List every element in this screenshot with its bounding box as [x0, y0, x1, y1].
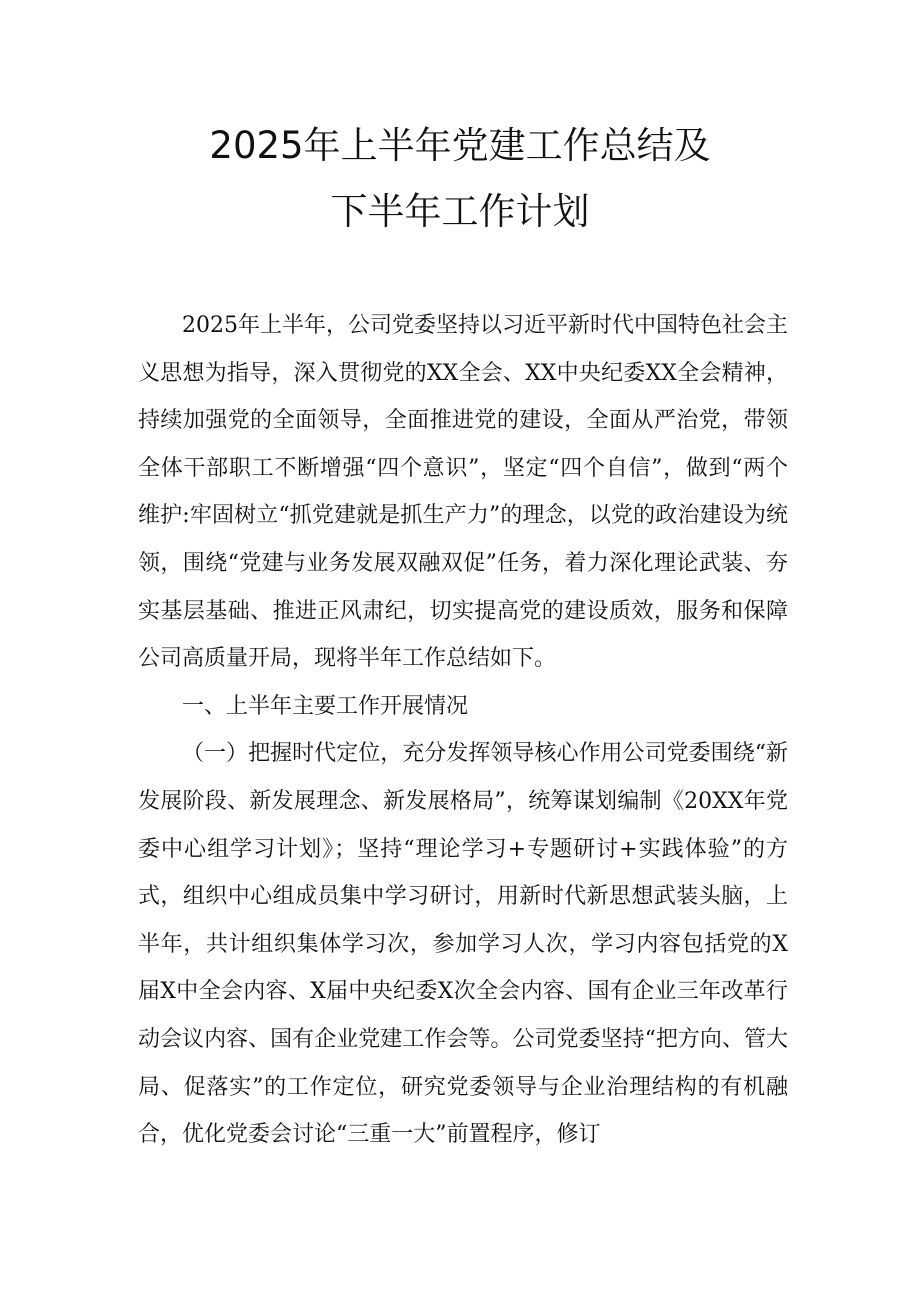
section-paragraph: （一）把握时代定位，充分发挥领导核心作用公司党委围绕“新发展阶段、新发展理念、新发展格局”，统筹谋划编制《20XX年党委中心组学习计划》；坚持“理论学习+专题研讨+实践体验”的方式，组织中心组成员集中学习研讨，用新时代新思想武装头脑，上半年，共计组织集体学习次，参加学习人次，学习内容包括党的X届X中全会内容、X届中央纪委X次全会内容、国有企业三年改革行动会议内容、国有企业党建工作会等。公司党委坚持“把方向、管大局、促落实”的工作定位，研究党委领导与企业治理结构的有机融合，优化党委会讨论“三重一大”前置程序，修订	[138, 741, 788, 1148]
document-title-line-1: 2025年上半年党建工作总结及	[209, 124, 711, 167]
section-heading: 一、上半年主要工作开展情况	[182, 693, 469, 719]
intro-paragraph: 2025年上半年，公司党委坚持以习近平新时代中国特色社会主义思想为指导，深入贯彻党的XX全会、XX中央纪委XX全会精神，持续加强党的全面领导，全面推进党的建设，全面从严治党，带领全体干部职工不断增强“四个意识”，坚定“四个自信”，做到“两个维护:牢固树立“抓党建就是抓生产力”的理念，以党的政治建设为统领，围绕“党建与业务发展双融双促”任务，着力深化理论武装、夯实基层基础、推进正风肃纪，切实提高党的建设质效，服务和保障公司高质量开局，现将半年工作总结如下。	[138, 313, 788, 672]
document-body	[138, 302, 788, 1159]
document-title-line-2: 下半年工作计划	[330, 190, 590, 233]
